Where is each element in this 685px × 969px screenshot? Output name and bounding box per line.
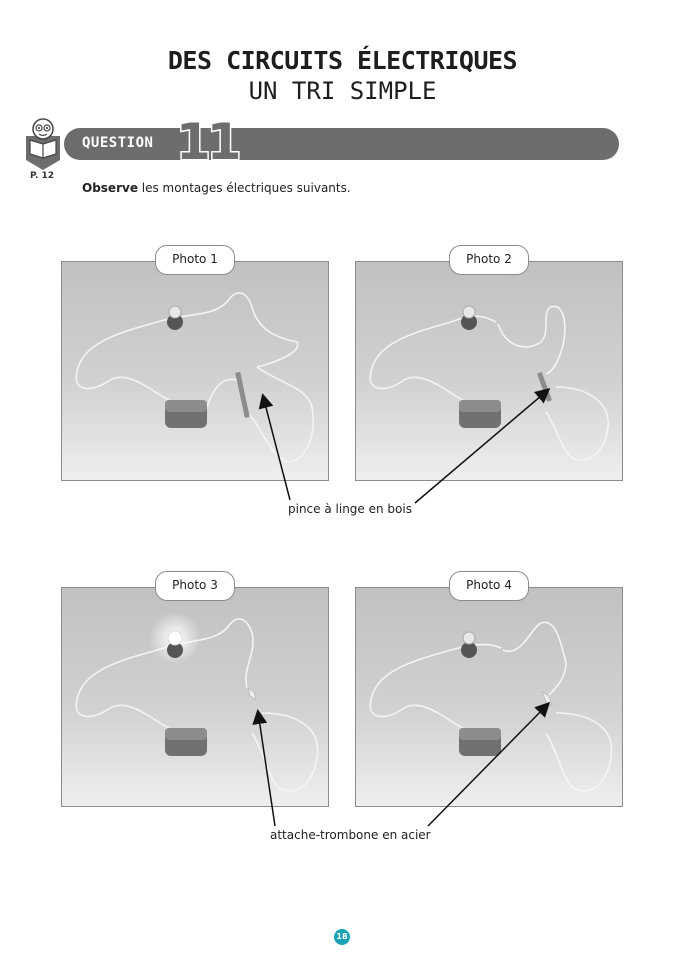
- photo-label-2: Photo 2: [449, 245, 529, 275]
- page-number: 18: [334, 929, 350, 945]
- question-number: 11: [176, 113, 238, 171]
- caption-paperclip: attache-trombone en acier: [270, 828, 431, 842]
- photo-label-1: Photo 1: [155, 245, 235, 275]
- arrow-pince-photo-1: [263, 396, 290, 500]
- page-reference: P. 12: [30, 171, 55, 181]
- caption-clothespin: pince à linge en bois: [288, 502, 412, 516]
- instruction-text: les montages électriques suivants.: [137, 181, 351, 195]
- page-subtitle: UN TRI SIMPLE: [248, 77, 437, 105]
- instruction-verb: Observe: [82, 181, 138, 195]
- arrow-trombone-photo-3: [258, 712, 275, 826]
- photo-label-4: Photo 4: [449, 571, 529, 601]
- arrow-trombone-photo-4: [428, 704, 548, 826]
- question-label: QUESTION: [82, 135, 154, 151]
- page-title: DES CIRCUITS ÉLECTRIQUES: [167, 46, 518, 75]
- photo-label-3: Photo 3: [155, 571, 235, 601]
- arrow-pince-photo-2: [415, 390, 548, 503]
